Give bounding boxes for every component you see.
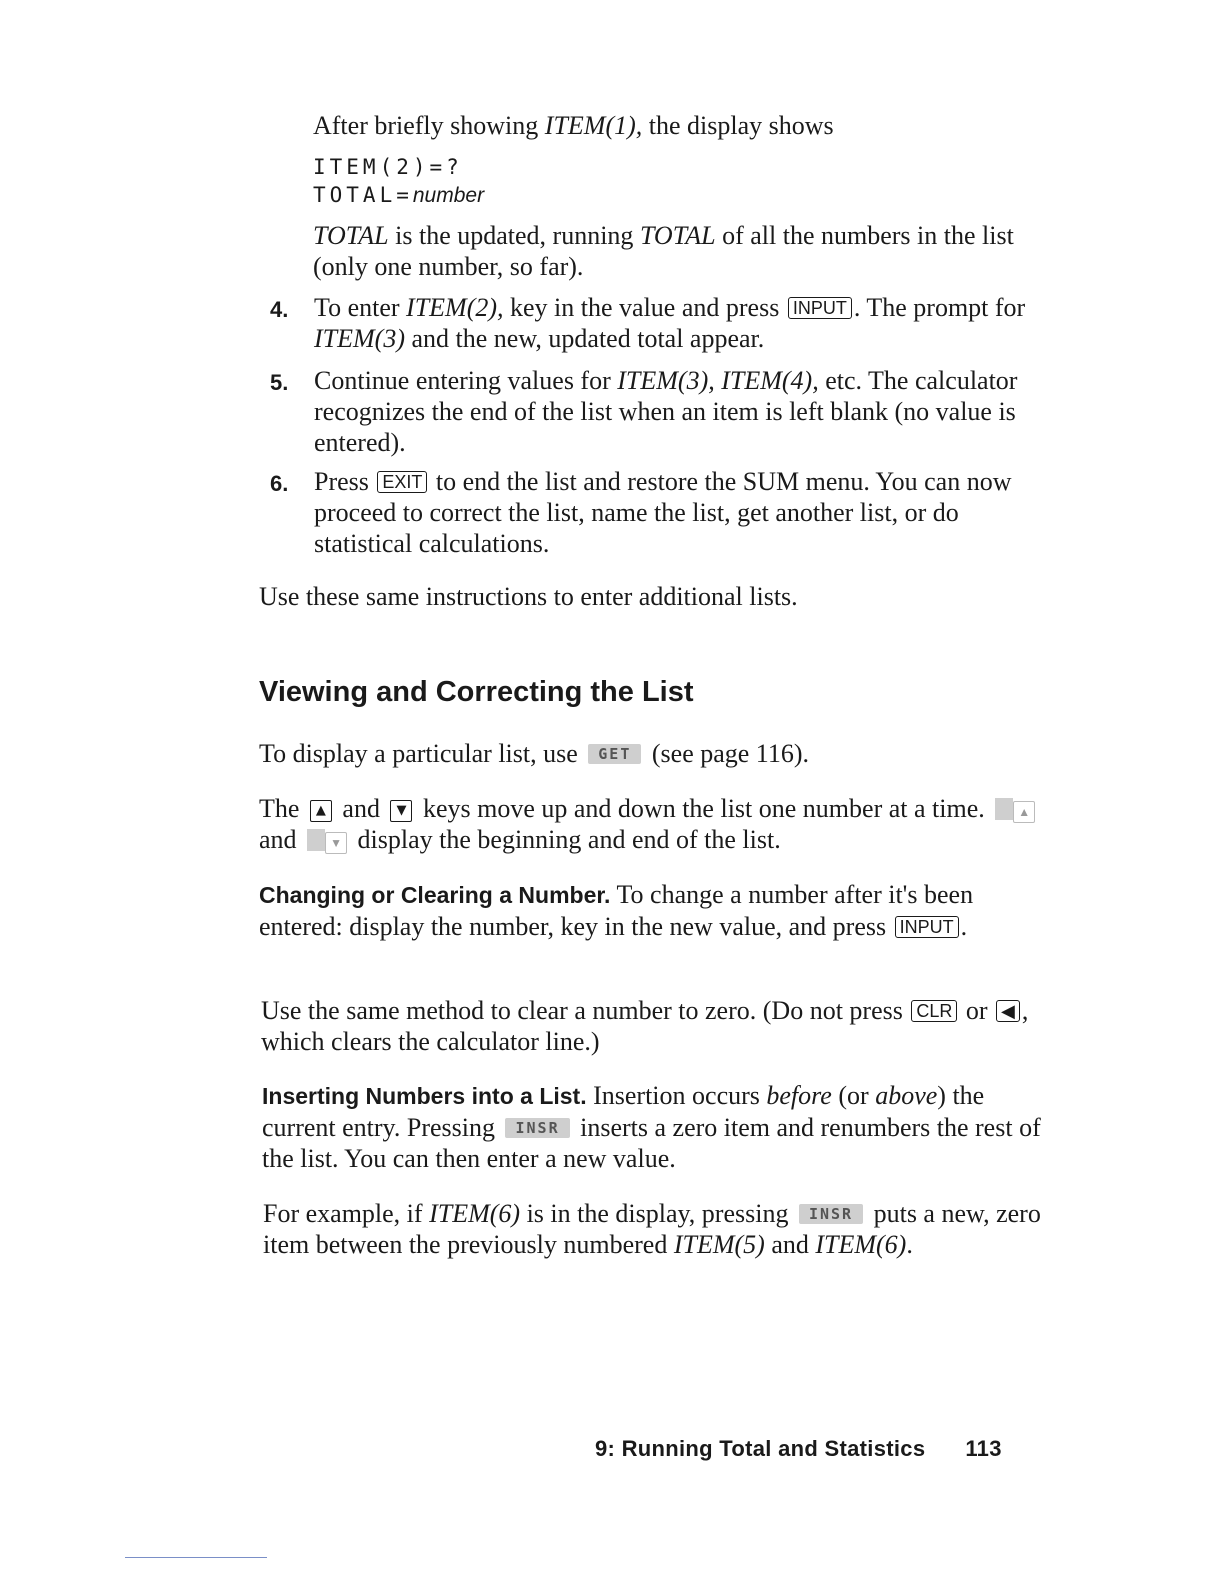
- changing-runin-heading: Changing or Clearing a Number.: [259, 882, 611, 908]
- step-number: 5.: [270, 370, 289, 395]
- up-arrow-key: ▲: [310, 800, 332, 822]
- calculator-display: [313, 153, 484, 210]
- example-paragraph: For example, if ITEM(6) is in the display, pressing INSR puts a new, zero item between the previously numbered ITEM(5) and ITEM(6).: [263, 1199, 1041, 1259]
- chapter-title: 9: Running Total and Statistics: [595, 1436, 926, 1461]
- input-key: INPUT: [895, 916, 959, 938]
- down-arrow-key: ▼: [390, 800, 412, 822]
- keys-paragraph: The ▲ and ▼ keys move up and down the list one number at a time. ▲ and ▼ display the beginning and end of the list.: [259, 793, 1049, 855]
- display-line-1: ITEM(2)=?: [313, 155, 463, 179]
- insr-menu-key: INSR: [505, 1118, 569, 1138]
- display-list-paragraph: To display a particular list, use GET (see page 116).: [259, 739, 810, 768]
- changing-paragraph: Changing or Clearing a Number. To change a number after it's been entered: display the number, key in the new value, and press INPUT .: [259, 880, 974, 941]
- total-paragraph: TOTAL is the updated, running TOTAL of all the numbers in the list (only one number, so far).: [313, 221, 1014, 281]
- display-line-2: TOTAL=number: [313, 183, 485, 207]
- down-arrow-icon: ▼: [325, 832, 347, 854]
- clr-key: CLR: [911, 1000, 957, 1022]
- use-same-paragraph: Use these same instructions to enter additional lists.: [259, 582, 798, 611]
- shift-key-icon: [995, 798, 1013, 820]
- item1-term: ITEM(1),: [544, 111, 643, 140]
- inserting-paragraph: Inserting Numbers into a List. Insertion occurs before (or above) the current entry. Pressing INSR inserts a zero item and renumbers the rest of the list. You can then enter a new value.: [262, 1081, 1041, 1173]
- shift-key-icon: [307, 829, 325, 851]
- page-footer: [595, 1436, 1002, 1462]
- bottom-rule: [125, 1557, 267, 1558]
- step-number: 4.: [270, 297, 289, 322]
- intro-line: After briefly showing ITEM(1), the display shows: [313, 111, 834, 140]
- section-heading: Viewing and Correcting the List: [259, 676, 694, 708]
- backspace-key: ◀: [996, 1000, 1020, 1022]
- insr-menu-key: INSR: [799, 1204, 863, 1224]
- page-number: 113: [965, 1436, 1002, 1461]
- clear-paragraph: Use the same method to clear a number to zero. (Do not press CLR or ◀ , which clears the calculator line.): [261, 996, 1029, 1056]
- input-key: INPUT: [788, 297, 852, 319]
- get-menu-key: GET: [588, 744, 641, 764]
- step-number: 6.: [270, 471, 289, 496]
- exit-key: EXIT: [377, 471, 427, 493]
- up-arrow-icon: ▲: [1013, 801, 1035, 823]
- inserting-runin-heading: Inserting Numbers into a List.: [262, 1083, 587, 1109]
